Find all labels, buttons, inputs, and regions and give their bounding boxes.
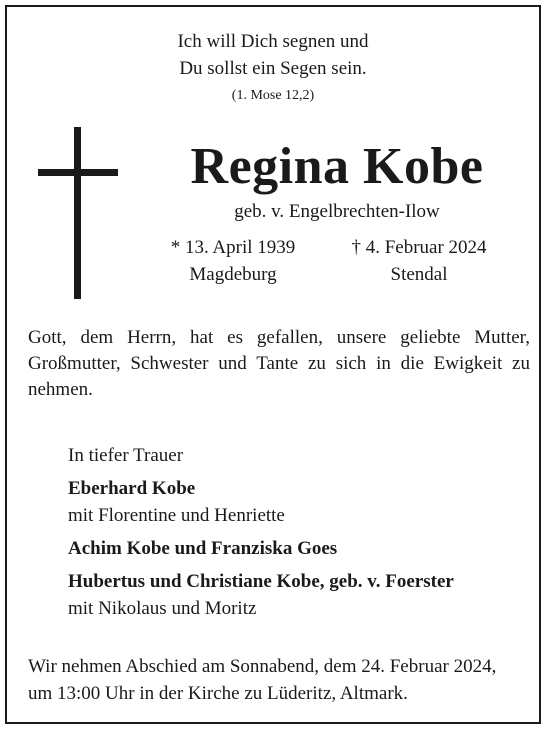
birth-date: * 13. April 1939 bbox=[170, 237, 296, 258]
bible-verse-line-2: Du sollst ein Segen sein. bbox=[179, 58, 367, 79]
mourner-name: Eberhard Kobe bbox=[68, 478, 196, 499]
maiden-name: geb. v. Engelbrechten-Ilow bbox=[234, 201, 440, 222]
birth-info bbox=[133, 234, 333, 288]
birth-place: Magdeburg bbox=[189, 264, 277, 285]
mourners-list bbox=[68, 442, 454, 622]
death-date: † 4. Februar 2024 bbox=[351, 237, 487, 258]
obituary-message: Gott, dem Herrn, hat es gefallen, unsere geliebte Mutter, Großmutter, Schwester und Tante zu sich in die Ewigkeit zu nehmen. bbox=[28, 327, 530, 400]
bible-verse-line-1: Ich will Dich segnen und bbox=[177, 31, 369, 52]
cross-vertical-bar bbox=[74, 127, 81, 299]
funeral-details-line-1: Wir nehmen Abschied am Sonnabend, dem 24. Februar 2024, bbox=[28, 656, 497, 677]
death-place: Stendal bbox=[390, 264, 448, 285]
death-info bbox=[319, 234, 519, 288]
mourner-family: mit Florentine und Henriette bbox=[68, 505, 285, 526]
mourner-name: Achim Kobe und Franziska Goes bbox=[68, 538, 338, 559]
bible-verse-reference: (1. Mose 12,2) bbox=[231, 88, 315, 103]
mourners-intro: In tiefer Trauer bbox=[68, 445, 184, 466]
obituary-notice bbox=[5, 5, 541, 724]
deceased-name: Regina Kobe bbox=[190, 138, 484, 195]
mourner-family: mit Nikolaus und Moritz bbox=[68, 598, 257, 619]
cross-horizontal-bar bbox=[38, 169, 118, 176]
funeral-details-line-2: um 13:00 Uhr in der Kirche zu Lüderitz, Altmark. bbox=[28, 683, 408, 704]
funeral-details bbox=[28, 653, 496, 707]
mourner-name: Hubertus und Christiane Kobe, geb. v. Foerster bbox=[68, 571, 454, 592]
